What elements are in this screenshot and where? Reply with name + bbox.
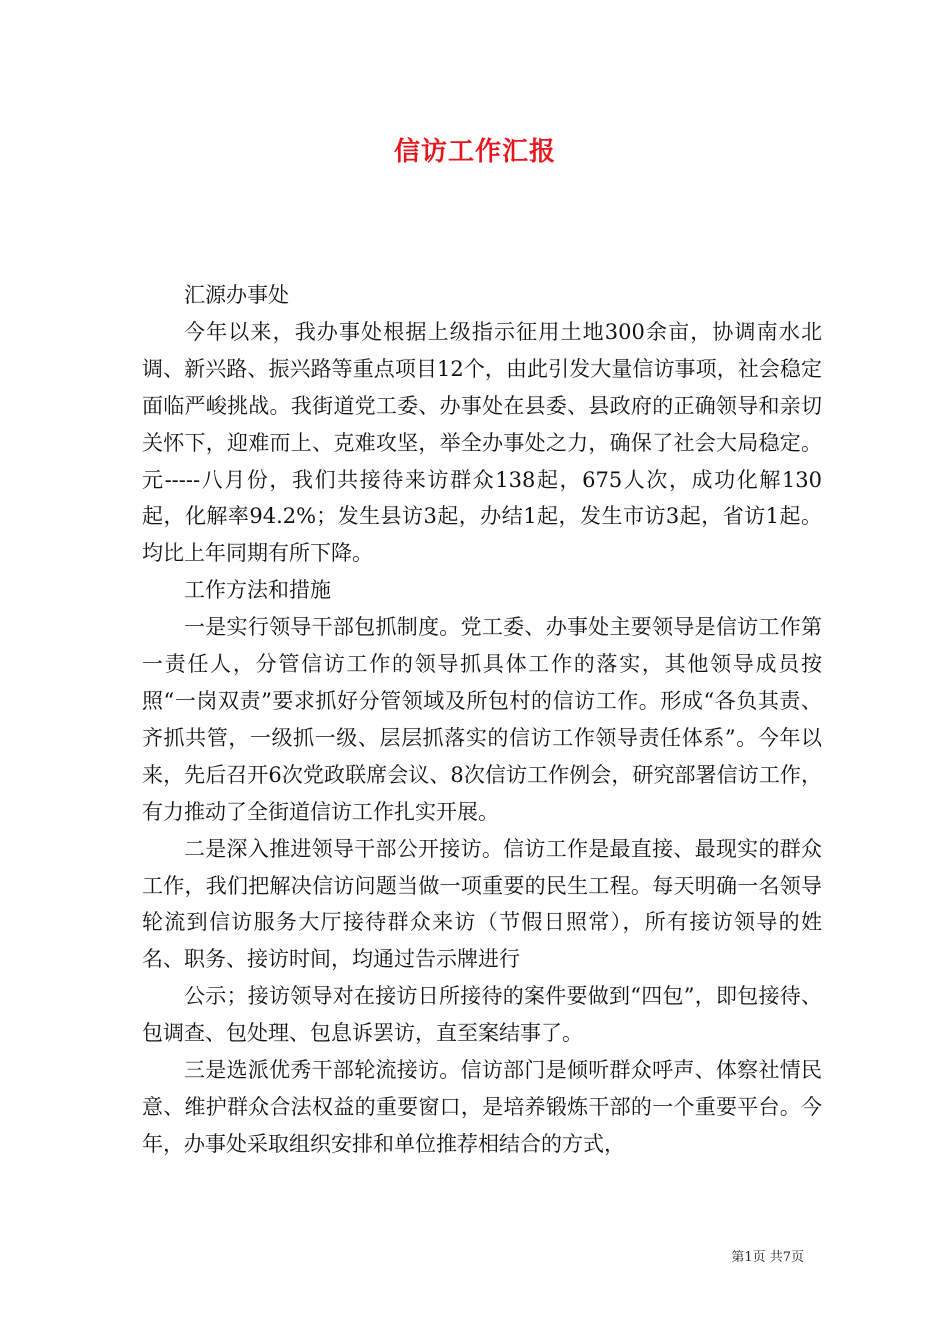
paragraph-measure-2-continued: 公示；接访领导对在接访日所接待的案件要做到“四包”，即包接待、包调查、包处理、包息诉罢访，直至案结事了。 [142, 984, 822, 1046]
paragraph-section-heading: 工作方法和措施 [184, 578, 331, 603]
document-title: 信访工作汇报 [393, 137, 556, 167]
paragraph-measure-2: 二是深入推进领导干部公开接访。信访工作是最直接、最现实的群众工作，我们把解决信访问题当做一项重要的民生工程。每天明确一名领导轮流到信访服务大厅接待群众来访（节假日照常），所有接访领导的姓名、职务、接访时间，均通过告示牌进行 [142, 836, 822, 972]
paragraph-overview: 今年以来，我办事处根据上级指示征用土地300余亩，协调南水北调、新兴路、振兴路等重点项目12个，由此引发大量信访事项，社会稳定面临严峻挑战。我街道党工委、办事处在县委、县政府的正确领导和亲切关怀下，迎难而上、克难攻坚，举全办事处之力，确保了社会大局稳定。元-----八月份，我们共接待来访群众138起，675人次，成功化解130起，化解率94.2%；发生县访3起，办结1起，发生市访3起，省访1起。均比上年同期有所下降。 [142, 319, 822, 566]
document-body [142, 277, 822, 1163]
page-number: 第1页 共7页 [731, 1250, 804, 1265]
paragraph-office-name: 汇源办事处 [184, 283, 289, 307]
paragraph-measure-1: 一是实行领导干部包抓制度。党工委、办事处主要领导是信访工作第一责任人，分管信访工作的领导抓具体工作的落实，其他领导成员按照“一岗双责”要求抓好分管领域及所包村的信访工作。形成“各负其责、齐抓共管，一级抓一级、层层抓落实的信访工作领导责任体系”。今年以来，先后召开6次党政联席会议、8次信访工作例会，研究部署信访工作，有力推动了全街道信访工作扎实开展。 [142, 615, 822, 824]
paragraph-measure-3: 三是选派优秀干部轮流接访。信访部门是倾听群众呼声、体察社情民意、维护群众合法权益的重要窗口，是培养锻炼干部的一个重要平台。今年，办事处采取组织安排和单位推荐相结合的方式， [142, 1058, 822, 1156]
